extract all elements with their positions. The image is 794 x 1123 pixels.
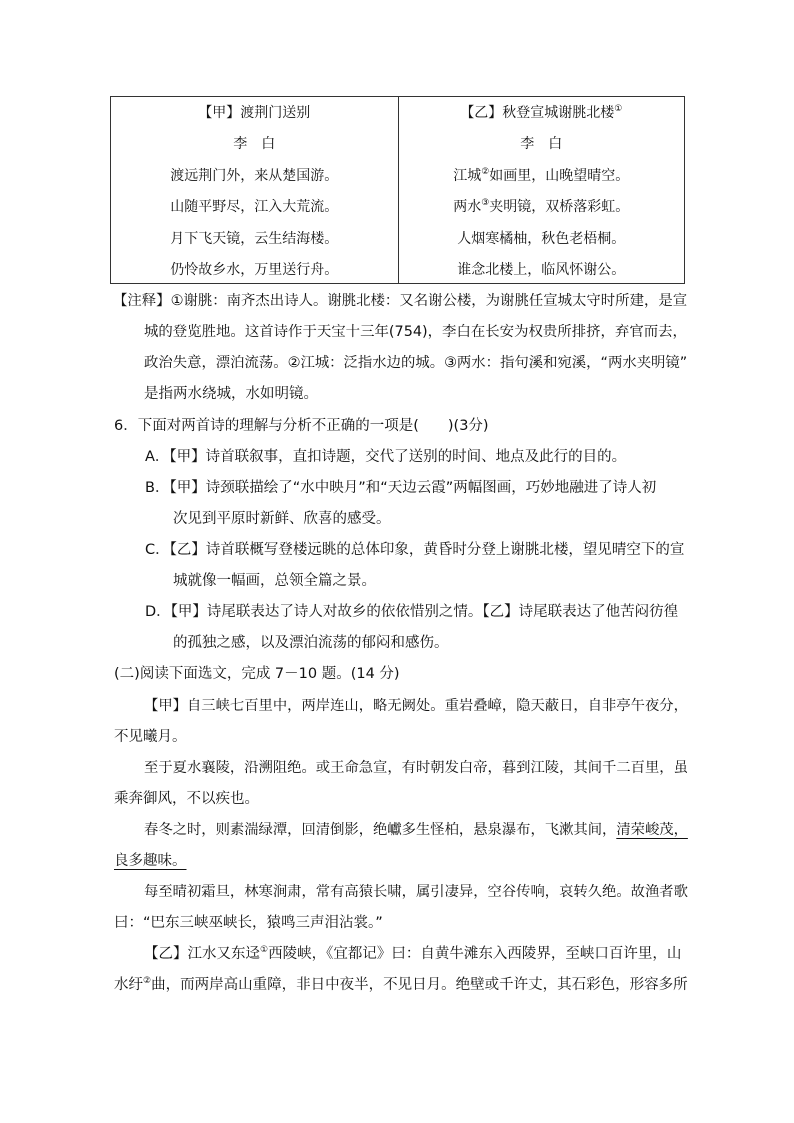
poem-b-line <box>399 167 685 185</box>
passage-line <box>144 820 688 840</box>
poem-b-author: 李 白 <box>520 136 563 152</box>
poem-b-line <box>399 198 685 216</box>
passage-line: 【甲】自三峡七百里中，两岸连山，略无阙处。重岩叠嶂，隐天蔽日，自非亭午夜分， <box>144 698 688 714</box>
passage-text: 【乙】江水又东迳 <box>144 946 260 962</box>
option-d-continued: 的孤独之感，以及漂泊流荡的郁闷和感伤。 <box>173 635 449 651</box>
poem-b-line-text: 两水 <box>453 199 482 215</box>
underlined-phrase: 清荣峻茂， <box>616 822 688 838</box>
passage-text: 春冬之时，则素湍绿潭，回清倒影，绝巘多生怪柏，悬泉瀑布，飞漱其间， <box>144 822 617 838</box>
question-6-stem: 6．下面对两首诗的理解与分析不正确的一项是( )(3分) <box>114 418 489 434</box>
option-d: D．【甲】诗尾联表达了诗人对故乡的依依惜别之情。【乙】诗尾联表达了他苦闷彷徨 <box>145 604 679 620</box>
footnote-mark: ① <box>260 945 269 955</box>
poem-a-line: 渡远荆门外，来从楚国游。 <box>170 168 339 184</box>
passage-line <box>114 851 187 871</box>
footnote-mark: ① <box>614 104 623 114</box>
footnote-mark: ③ <box>481 198 490 208</box>
notes-line: 城的登览胜地。这首诗作于天宝十三年(754)，李白在长安为权贵所排挤，弃官而去， <box>144 324 687 340</box>
option-b-continued: 次见到平原时新鲜、欣喜的感受。 <box>173 511 391 527</box>
passage-text: 水纡 <box>114 977 143 993</box>
passage-line: 乘奔御风，不以疾也。 <box>114 791 259 807</box>
poem-b-line-text: 夹明镜，双桥落彩虹。 <box>489 199 630 215</box>
passage-text: 曲，而两岸高山重障，非日中夜半，不见日月。绝壁或千许丈，其石彩色，形容多所 <box>151 977 688 993</box>
poem-b-line-text: 江城 <box>453 168 482 184</box>
poem-a-line: 仍怜故乡水，万里送行舟。 <box>170 262 339 278</box>
poem-a-line: 山随平野尽，江入大荒流。 <box>170 199 339 215</box>
passage-line <box>144 944 681 964</box>
passage-line <box>114 975 688 995</box>
notes-line: 是指两水绕城，水如明镜。 <box>144 386 318 402</box>
poem-comparison-table <box>110 96 685 284</box>
footnote-mark: ② <box>143 976 152 986</box>
poem-a-line: 月下飞天镜，云生结海楼。 <box>170 231 339 247</box>
option-c: C．【乙】诗首联概写登楼远眺的总体印象，黄昏时分登上谢朓北楼，望见晴空下的宣 <box>145 542 685 558</box>
poem-a-column <box>111 97 398 283</box>
passage-line: 至于夏水襄陵，沿溯阻绝。或王命急宣，有时朝发白帝，暮到江陵，其间千二百里，虽 <box>144 760 688 776</box>
poem-b-line: 人烟寒橘柚，秋色老梧桐。 <box>457 231 626 247</box>
poem-b-line-text: 如画里，山晚望晴空。 <box>489 168 630 184</box>
passage-line: 不见曦月。 <box>114 729 187 745</box>
section-2-intro: (二)阅读下面选文，完成 7－10 题。(14 分) <box>114 666 400 682</box>
poem-b-title-text: 【乙】秋登宣城谢朓北楼 <box>460 105 615 121</box>
poem-b-column <box>398 97 685 283</box>
notes-line: 政治失意，漂泊流荡。②江城：泛指水边的城。③两水：指句溪和宛溪，“两水夹明镜” <box>144 355 688 371</box>
option-a: A．【甲】诗首联叙事，直扣诗题，交代了送别的时间、地点及此行的目的。 <box>145 449 627 465</box>
passage-line: 每至晴初霜旦，林寒涧肃，常有高猿长啸，属引凄异，空谷传响，哀转久绝。故渔者歌 <box>144 884 688 900</box>
poem-b-line: 谁念北楼上，临风怀谢公。 <box>457 262 626 278</box>
passage-text: 西陵峡，《宜都记》曰：自黄牛滩东入西陵界，至峡口百许里，山 <box>268 946 682 962</box>
poem-b-title <box>399 104 685 122</box>
footnote-mark: ② <box>481 167 490 177</box>
poem-a-title: 【甲】渡荆门送别 <box>198 105 311 121</box>
option-c-continued: 城就像一幅画，总领全篇之景。 <box>173 573 376 589</box>
passage-line: 曰：“巴东三峡巫峡长，猿鸣三声泪沾裳。” <box>114 915 383 931</box>
underlined-phrase: 良多趣味。 <box>114 853 187 869</box>
notes-line: 【注释】①谢朓：南齐杰出诗人。谢朓北楼：又名谢公楼，为谢朓任宣城太守时所建，是宣 <box>113 293 688 309</box>
option-b: B．【甲】诗颈联描绘了“水中映月”和“天边云霞”两幅图画，巧妙地融进了诗人初 <box>145 480 657 496</box>
poem-a-author: 李 白 <box>233 136 276 152</box>
